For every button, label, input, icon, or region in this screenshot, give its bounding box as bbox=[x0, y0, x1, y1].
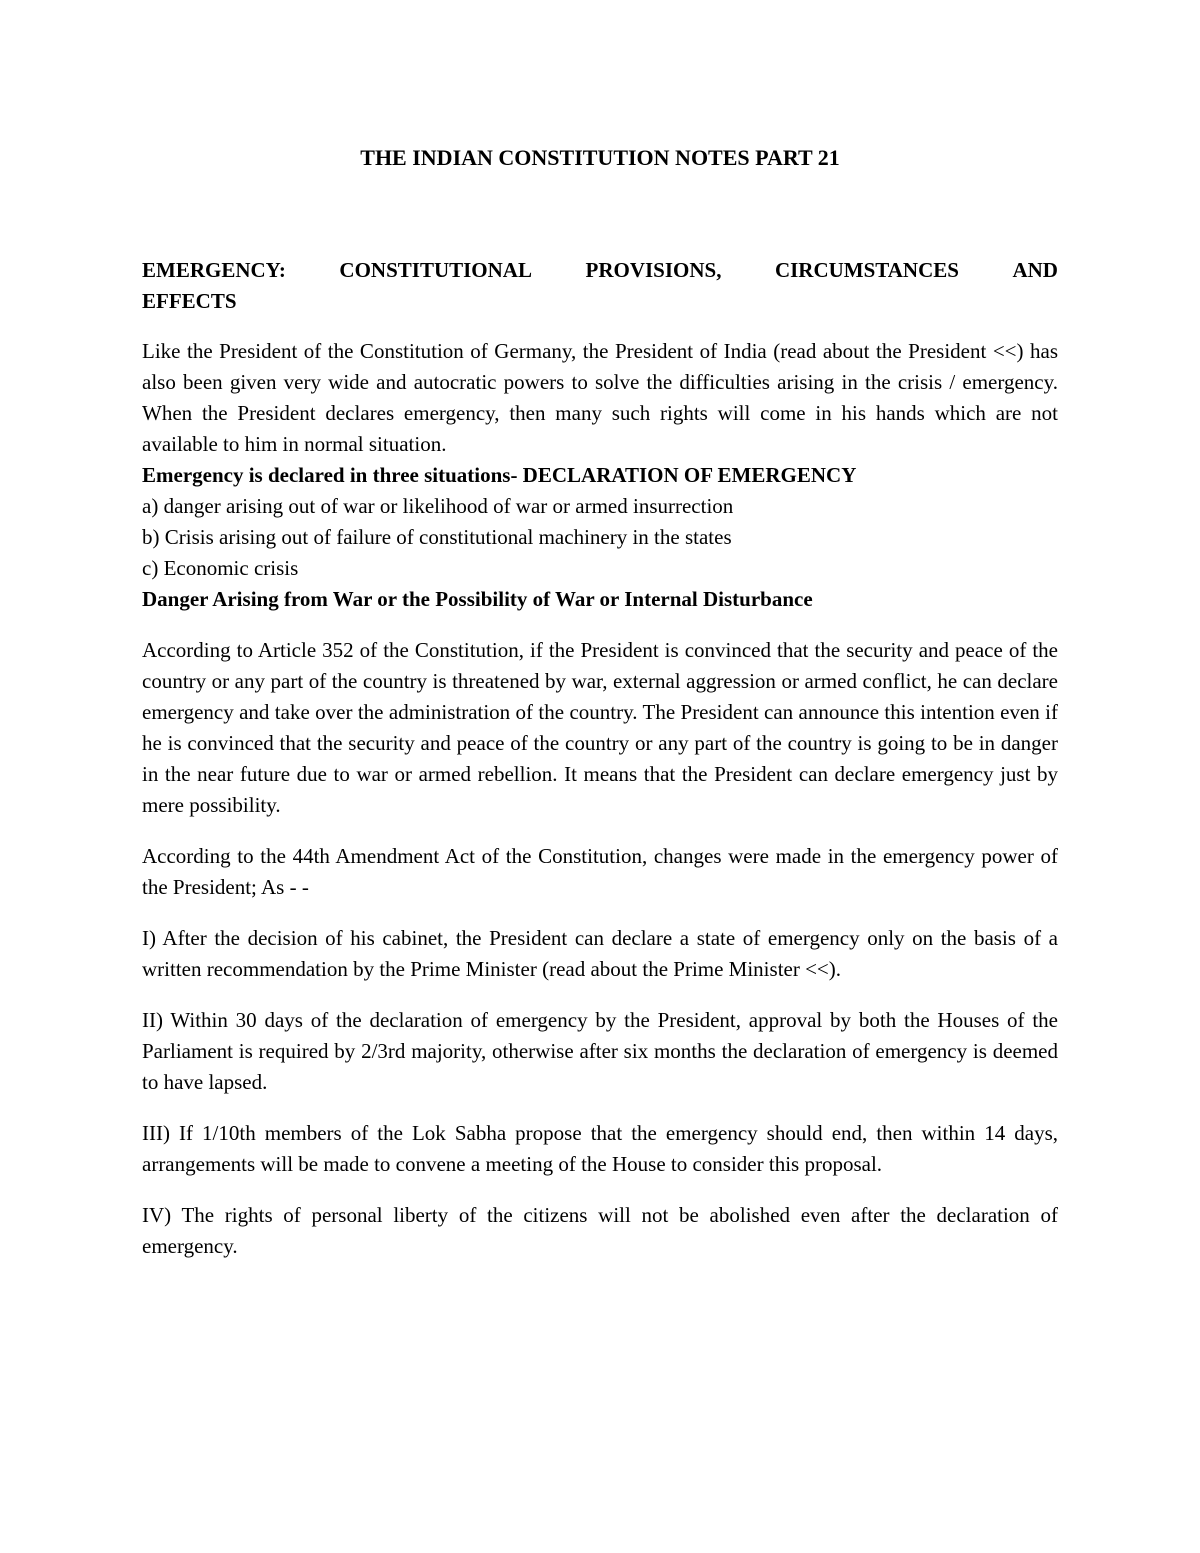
document-title: THE INDIAN CONSTITUTION NOTES PART 21 bbox=[360, 145, 840, 170]
war-heading: Danger Arising from War or the Possibility of War or Internal Disturbance bbox=[142, 587, 813, 611]
amendment-point: I) After the decision of his cabinet, the President can declare a state of emergency only on the basis of a written recommendation by the Prime Minister (read about the Prime Minister <<). bbox=[142, 926, 1058, 981]
situation-item: c) Economic crisis bbox=[142, 556, 299, 580]
situation-item: b) Crisis arising out of failure of constitutional machinery in the states bbox=[142, 525, 732, 549]
section-heading-emergency bbox=[142, 255, 1058, 317]
heading-word: CIRCUMSTANCES bbox=[774, 258, 959, 282]
situation-item: a) danger arising out of war or likelihood of war or armed insurrection bbox=[142, 494, 734, 518]
amendment-point: II) Within 30 days of the declaration of emergency by the President, approval by both the Houses of the Parliament is required by 2/3rd majority, otherwise after six months the declaration of emergency is deemed to have lapsed. bbox=[142, 1008, 1058, 1094]
heading-word: AND bbox=[1012, 258, 1058, 282]
article-352-paragraph: According to Article 352 of the Constitution, if the President is convinced that the security and peace of the country or any part of the country is threatened by war, external aggression or armed conflict, he can declare emergency and take over the administration of the country. The President can announce this intention even if he is convinced that the security and peace of the country or any part of the country is going to be in danger in the near future due to war or armed rebellion. It means that the President can declare emergency just by mere possibility. bbox=[142, 638, 1058, 817]
amendment-point: III) If 1/10th members of the Lok Sabha propose that the emergency should end, then within 14 days, arrangements will be made to convene a meeting of the House to consider this proposal. bbox=[142, 1121, 1058, 1176]
section-heading-line-2: EFFECTS bbox=[142, 289, 237, 313]
intro-paragraph: Like the President of the Constitution of Germany, the President of India (read about the President <<) has also been given very wide and autocratic powers to solve the difficulties arising in the crisis / emergency. When the President declares emergency, then many such rights will come in his hands which are not available to him in normal situation. bbox=[142, 339, 1058, 456]
section-heading-line-1 bbox=[142, 255, 1058, 286]
heading-word: EMERGENCY: bbox=[142, 258, 286, 282]
situations-heading: Emergency is declared in three situations- DECLARATION OF EMERGENCY bbox=[142, 463, 857, 487]
document-page bbox=[142, 140, 1058, 1262]
heading-word: CONSTITUTIONAL bbox=[339, 258, 532, 282]
amendment-point: IV) The rights of personal liberty of the citizens will not be abolished even after the declaration of emergency. bbox=[142, 1203, 1058, 1258]
amendment-44-paragraph: According to the 44th Amendment Act of the Constitution, changes were made in the emergency power of the President; As - - bbox=[142, 844, 1058, 899]
heading-word: PROVISIONS, bbox=[585, 258, 722, 282]
